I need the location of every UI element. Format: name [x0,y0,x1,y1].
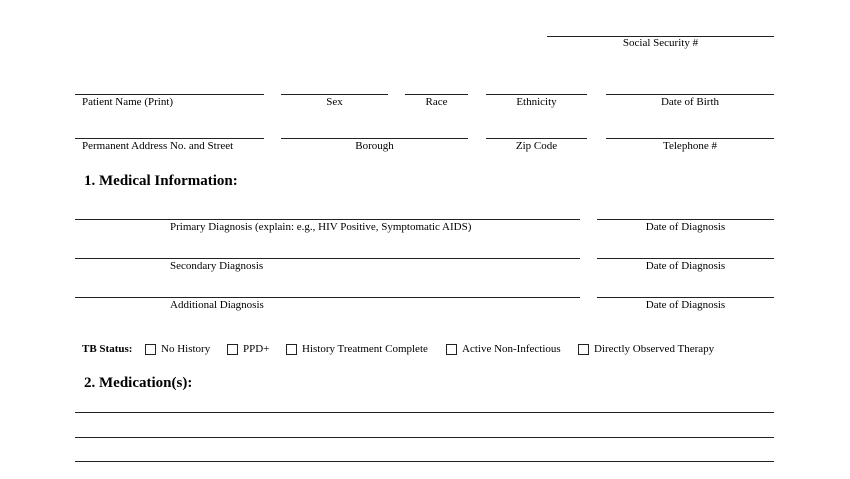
additional-diagnosis-line[interactable] [75,297,580,298]
sex-label: Sex [326,96,343,108]
tb-option-ppd[interactable] [227,342,269,356]
zip-code-label: Zip Code [515,140,558,152]
ethnicity-line[interactable] [486,94,587,95]
additional-diagnosis-label: Additional Diagnosis [170,299,264,311]
date-of-birth-line[interactable] [606,94,774,95]
medication-line-3[interactable] [75,461,774,462]
checkbox-icon[interactable] [446,344,457,355]
tb-option-label: Directly Observed Therapy [594,343,715,355]
borough-line[interactable] [281,138,468,139]
checkbox-icon[interactable] [227,344,238,355]
additional-date-of-diagnosis-label: Date of Diagnosis [645,299,726,311]
ethnicity-label: Ethnicity [516,96,557,108]
tb-option-history-treatment-complete[interactable] [286,342,428,356]
tb-option-no-history[interactable] [145,342,210,356]
sex-line[interactable] [281,94,388,95]
secondary-diagnosis-line[interactable] [75,258,580,259]
tb-option-label: No History [161,343,211,355]
secondary-diagnosis-label: Secondary Diagnosis [170,260,264,272]
tb-option-active-non-infectious[interactable] [446,342,561,356]
tb-option-label: History Treatment Complete [302,343,428,355]
checkbox-icon[interactable] [145,344,156,355]
medication-line-2[interactable] [75,437,774,438]
primary-date-of-diagnosis-line[interactable] [597,219,774,220]
patient-name-line[interactable] [75,94,264,95]
medications-heading: 2. Medication(s): [84,375,193,391]
checkbox-icon[interactable] [286,344,297,355]
tb-status-label: TB Status: [82,343,133,355]
permanent-address-label: Permanent Address No. and Street [82,140,234,152]
medical-information-heading: 1. Medical Information: [84,173,238,189]
tb-option-label: Active Non-Infectious [462,343,561,355]
patient-name-label: Patient Name (Print) [82,96,174,108]
telephone-line[interactable] [606,138,774,139]
primary-date-of-diagnosis-label: Date of Diagnosis [645,221,726,233]
race-label: Race [425,96,448,108]
permanent-address-line[interactable] [75,138,264,139]
additional-date-of-diagnosis-line[interactable] [597,297,774,298]
secondary-date-of-diagnosis-line[interactable] [597,258,774,259]
telephone-label: Telephone # [663,140,717,152]
tb-option-label: PPD+ [243,343,270,355]
checkbox-icon[interactable] [578,344,589,355]
zip-code-line[interactable] [486,138,587,139]
tb-option-directly-observed-therapy[interactable] [578,342,714,356]
race-line[interactable] [405,94,468,95]
primary-diagnosis-label: Primary Diagnosis (explain: e.g., HIV Positive, Symptomatic AIDS) [170,221,472,233]
borough-label: Borough [355,140,394,152]
primary-diagnosis-line[interactable] [75,219,580,220]
medication-line-1[interactable] [75,412,774,413]
secondary-date-of-diagnosis-label: Date of Diagnosis [645,260,726,272]
social-security-label: Social Security # [622,37,699,49]
date-of-birth-label: Date of Birth [660,96,720,108]
